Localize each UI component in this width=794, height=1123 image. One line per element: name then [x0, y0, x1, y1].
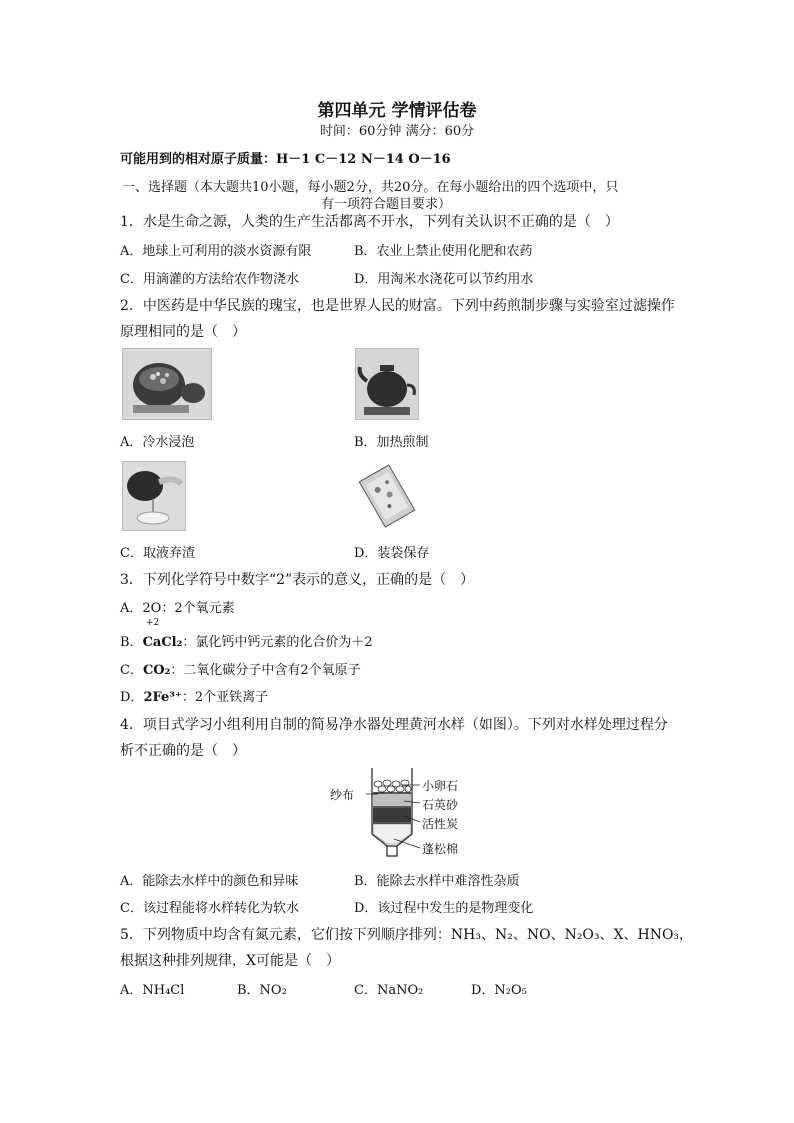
q5-option-c: C．NaNO₂ — [354, 983, 424, 998]
q3-option-d — [120, 686, 268, 705]
q4-option-c: C．该过程能将水样转化为软水 — [120, 901, 299, 916]
herb-soaking-photo — [122, 348, 212, 420]
q2-stem-line2: 原理相同的是（ ） — [120, 324, 246, 340]
q2-option-a: A．冷水浸泡 — [120, 435, 195, 450]
activated-carbon-label: 活性炭 — [422, 817, 459, 831]
q3-option-c-text: ：二氧化碳分子中含有2个氧原子 — [170, 663, 361, 678]
q3-option-d-formula: 2Fe³⁺ — [143, 690, 182, 705]
q1-stem: 1．水是生命之源，人类的生产生活都离不开水，下列有关认识不正确的是（ ） — [120, 214, 619, 230]
q2-option-c: C．取液弃渣 — [120, 546, 195, 561]
q4-option-d: D．该过程中发生的是物理变化 — [354, 901, 534, 916]
herb-bag-photo — [355, 461, 419, 531]
herb-boiling-photo — [355, 348, 419, 420]
atomic-masses: 可能用到的相对原子质量：H－1 C－12 N－14 O－16 — [120, 152, 451, 167]
q3-option-c — [120, 659, 361, 678]
q3-option-a: A．2O：2个氧元素 — [120, 601, 235, 616]
q2-stem-line1: 2．中医药是中华民族的瑰宝，也是世界人民的财富。下列中药煎制步骤与实验室过滤操作 — [120, 298, 675, 314]
q3-option-d-text: ：2个亚铁离子 — [181, 690, 269, 705]
exam-info: 时间：60分钟 满分：60分 — [319, 124, 475, 139]
q5-stem-line2: 根据这种排列规律，X可能是（ ） — [120, 953, 340, 969]
q5-option-d: D．N₂O₅ — [471, 983, 527, 998]
q3-stem: 3．下列化学符号中数字“2”表示的意义，正确的是（ ） — [120, 572, 475, 588]
q3-valence-mark: +2 — [146, 618, 160, 628]
q4-stem-line2: 析不正确的是（ ） — [120, 743, 246, 759]
section-heading-line1: 一、选择题（本大题共10小题，每小题2分，共20分。在每小题给出的四个选项中，只 — [122, 180, 619, 195]
q2-option-b: B．加热煎制 — [354, 435, 429, 450]
q3-option-c-prefix: C． — [120, 663, 143, 678]
q4-option-a: A．能除去水样中的颜色和异味 — [120, 874, 299, 889]
q4-option-b: B．能除去水样中难溶性杂质 — [354, 874, 520, 889]
q2-option-d: D．装袋保存 — [354, 546, 430, 561]
q5-option-a: A．NH₄Cl — [120, 983, 185, 998]
gauze-label: 纱布 — [330, 788, 355, 802]
q3-option-b-prefix: B． — [120, 635, 143, 650]
pouring-liquid-photo — [122, 461, 186, 531]
quartz-sand-label: 石英砂 — [422, 798, 459, 812]
q1-option-b: B．农业上禁止使用化肥和农药 — [354, 244, 533, 259]
section-heading-line2: 有一项符合题目要求） — [321, 197, 452, 212]
q1-option-c: C．用滴灌的方法给农作物浇水 — [120, 272, 299, 287]
cotton-label: 蓬松棉 — [422, 842, 459, 856]
q5-option-b: B．NO₂ — [237, 983, 287, 998]
q4-stem-line1: 4．项目式学习小组利用自制的简易净水器处理黄河水样（如图）。下列对水样处理过程分 — [120, 717, 668, 733]
q3-option-b-formula: CaCl₂ — [142, 635, 183, 650]
q3-option-d-prefix: D． — [120, 690, 144, 705]
q1-option-d: D．用淘米水浇花可以节约用水 — [354, 272, 534, 287]
q3-option-b — [120, 631, 373, 650]
q3-option-b-text: ：氯化钙中钙元素的化合价为＋2 — [182, 635, 373, 650]
q1-option-a: A．地球上可利用的淡水资源有限 — [120, 244, 312, 259]
q5-stem-line1: 5．下列物质中均含有氮元素，它们按下列顺序排列：NH₃、N₂、NO、N₂O₃、X、HNO₃， — [120, 927, 694, 943]
pebbles-label: 小卵石 — [422, 779, 459, 793]
water-filter-diagram — [330, 764, 480, 862]
page-title: 第四单元 学情评估卷 — [317, 101, 477, 121]
q3-option-c-formula: CO₂ — [142, 663, 171, 678]
